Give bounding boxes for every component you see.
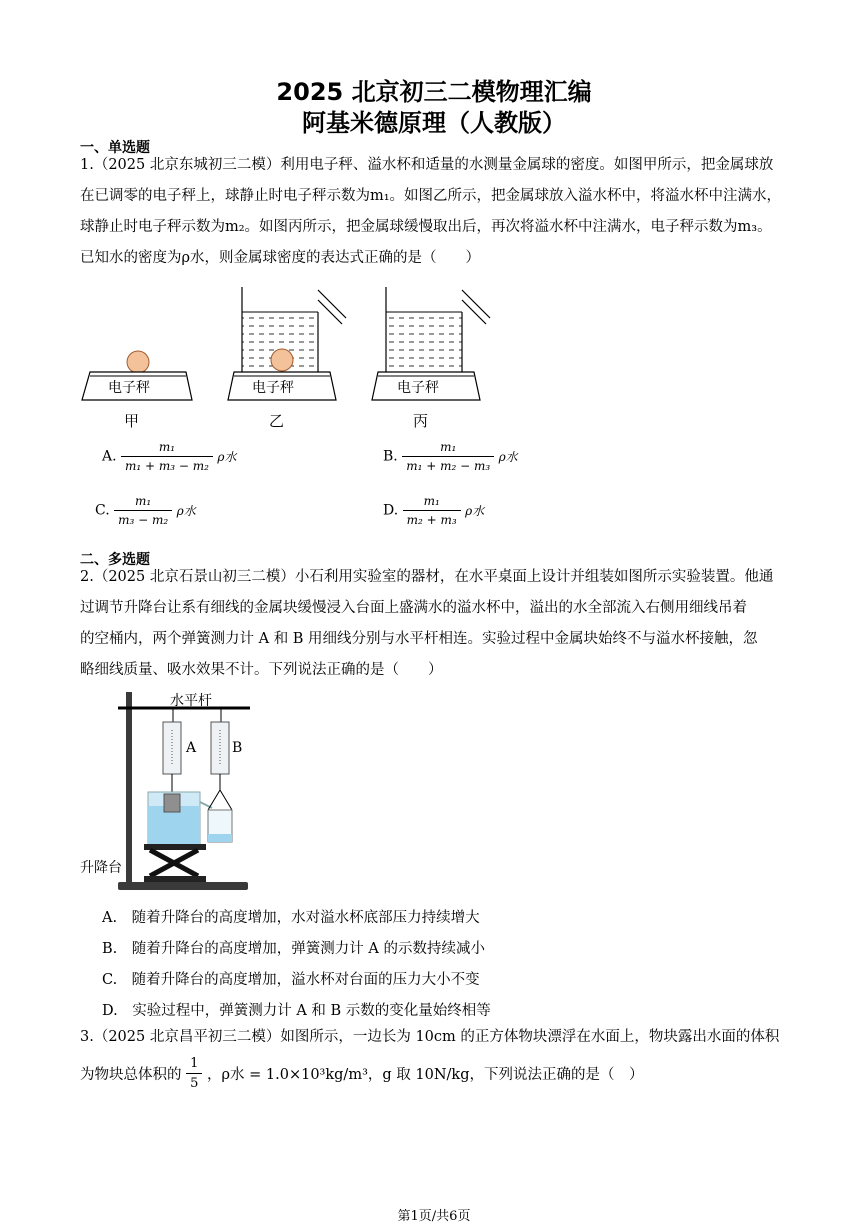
question-1-text — [80, 150, 792, 274]
q2-line: 的空桶内，两个弹簧测力计 A 和 B 用细线分别与水平杆相连。实验过程中金属块始终不与溢水杯接触，忽 — [80, 631, 758, 647]
denominator: m₃ − m₂ — [118, 513, 169, 527]
question-3-text — [80, 1022, 792, 1053]
rho-water: ρ水 — [465, 504, 485, 518]
scale-label-bing: 电子秤 — [397, 380, 439, 396]
q1-line: 球静止时电子秤示数为m₂。如图丙所示，把金属球缓慢取出后，再次将溢水杯中注满水，电子秤示数为m₃。 — [80, 219, 772, 235]
rho-water: ρ水 — [498, 450, 518, 464]
q2-line: 2.（2025 北京石景山初三二模）小石利用实验室的器材，在水平桌面上设计并组装如图所示实验装置。他通 — [80, 569, 774, 585]
numerator: m₁ — [403, 494, 461, 511]
q3-line2 — [80, 1056, 643, 1091]
lift-bottom — [144, 876, 206, 882]
rho-water: ρ水 — [217, 450, 237, 464]
q1-option-d[interactable] — [383, 494, 484, 527]
option-letter: D. — [383, 502, 399, 519]
section-heading-multi: 二、多选题 — [80, 552, 150, 568]
q2-choice-d[interactable]: D. 实验过程中，弹簧测力计 A 和 B 示数的变化量始终相等 — [102, 1003, 491, 1019]
numerator: 1 — [186, 1056, 202, 1074]
stand-base — [118, 882, 248, 890]
fig-label-jia: 甲 — [124, 412, 140, 430]
scale-label-jia: 电子秤 — [108, 380, 150, 396]
q2-choice-c[interactable]: C. 随着升降台的高度增加，溢水杯对台面的压力大小不变 — [102, 972, 480, 988]
fraction — [121, 440, 213, 473]
q1-line: 1.（2025 北京东城初三二模）利用电子秤、溢水杯和适量的水测量金属球的密度。如图甲所示，把金属球放 — [80, 157, 774, 173]
numerator: m₁ — [402, 440, 494, 457]
q2-line: 过调节升降台让系有细线的金属块缓慢浸入台面上盛满水的溢水杯中，溢出的水全部流入右侧用细线吊着 — [80, 600, 747, 616]
page-title-line2: 阿基米德原理（人教版） — [302, 109, 566, 137]
q3-line: 3.（2025 北京昌平初三二模）如图所示，一边长为 10cm 的正方体物块漂浮在水面上，物块露出水面的体积 — [80, 1029, 780, 1045]
q2-line: 略细线质量、吸水效果不计。下列说法正确的是（ ） — [80, 662, 443, 678]
fraction — [402, 440, 494, 473]
fig-label-yi: 乙 — [269, 412, 285, 430]
lift-scissor — [150, 850, 198, 876]
fraction-one-fifth — [186, 1056, 202, 1091]
q1-figure — [78, 282, 498, 432]
scale-label-yi: 电子秤 — [252, 380, 294, 396]
question-2-text — [80, 562, 792, 686]
numerator: m₁ — [121, 440, 213, 457]
option-letter: B. — [383, 448, 398, 465]
metal-block — [164, 794, 180, 812]
option-letter: A. — [102, 448, 117, 465]
page-number: 第1页/共6页 — [397, 1209, 471, 1224]
denominator: m₁ + m₃ − m₂ — [125, 459, 209, 473]
fraction — [403, 494, 461, 527]
q3-text-pre: 为物块总体积的 — [80, 1067, 182, 1083]
numerator: m₁ — [114, 494, 172, 511]
rod-label: 水平杆 — [170, 693, 212, 709]
stand-pole — [126, 692, 132, 888]
q1-line: 在已调零的电子秤上，球静止时电子秤示数为m₁。如图乙所示，把金属球放入溢水杯中，将溢水杯中注满水， — [80, 188, 782, 204]
denominator: m₁ + m₂ − m₃ — [406, 459, 491, 473]
denominator: m₂ + m₃ — [406, 513, 457, 527]
q3-text-post: ，ρ水 = 1.0×10³kg/m³，g 取 10N/kg，下列说法正确的是（ ） — [207, 1067, 644, 1083]
spring-label-b: B — [232, 740, 243, 756]
fraction — [114, 494, 172, 527]
q1-option-a[interactable] — [102, 440, 236, 473]
q1-option-b[interactable] — [383, 440, 518, 473]
q2-choice-b[interactable]: B. 随着升降台的高度增加，弹簧测力计 A 的示数持续减小 — [102, 941, 485, 957]
option-letter: C. — [95, 502, 110, 519]
rho-water: ρ水 — [176, 504, 196, 518]
denominator: 5 — [190, 1076, 199, 1091]
section-heading-single: 一、单选题 — [80, 140, 150, 156]
lift-label: 升降台 — [80, 860, 122, 876]
q2-choice-a[interactable]: A. 随着升降台的高度增加，水对溢水杯底部压力持续增大 — [102, 910, 480, 926]
spring-label-a: A — [186, 740, 197, 756]
q1-option-c[interactable] — [95, 494, 196, 527]
fig-label-bing: 丙 — [413, 412, 429, 430]
q1-line: 已知水的密度为ρ水，则金属球密度的表达式正确的是（ ） — [80, 250, 481, 266]
page-title-line1: 2025 北京初三二模物理汇编 — [276, 78, 592, 106]
